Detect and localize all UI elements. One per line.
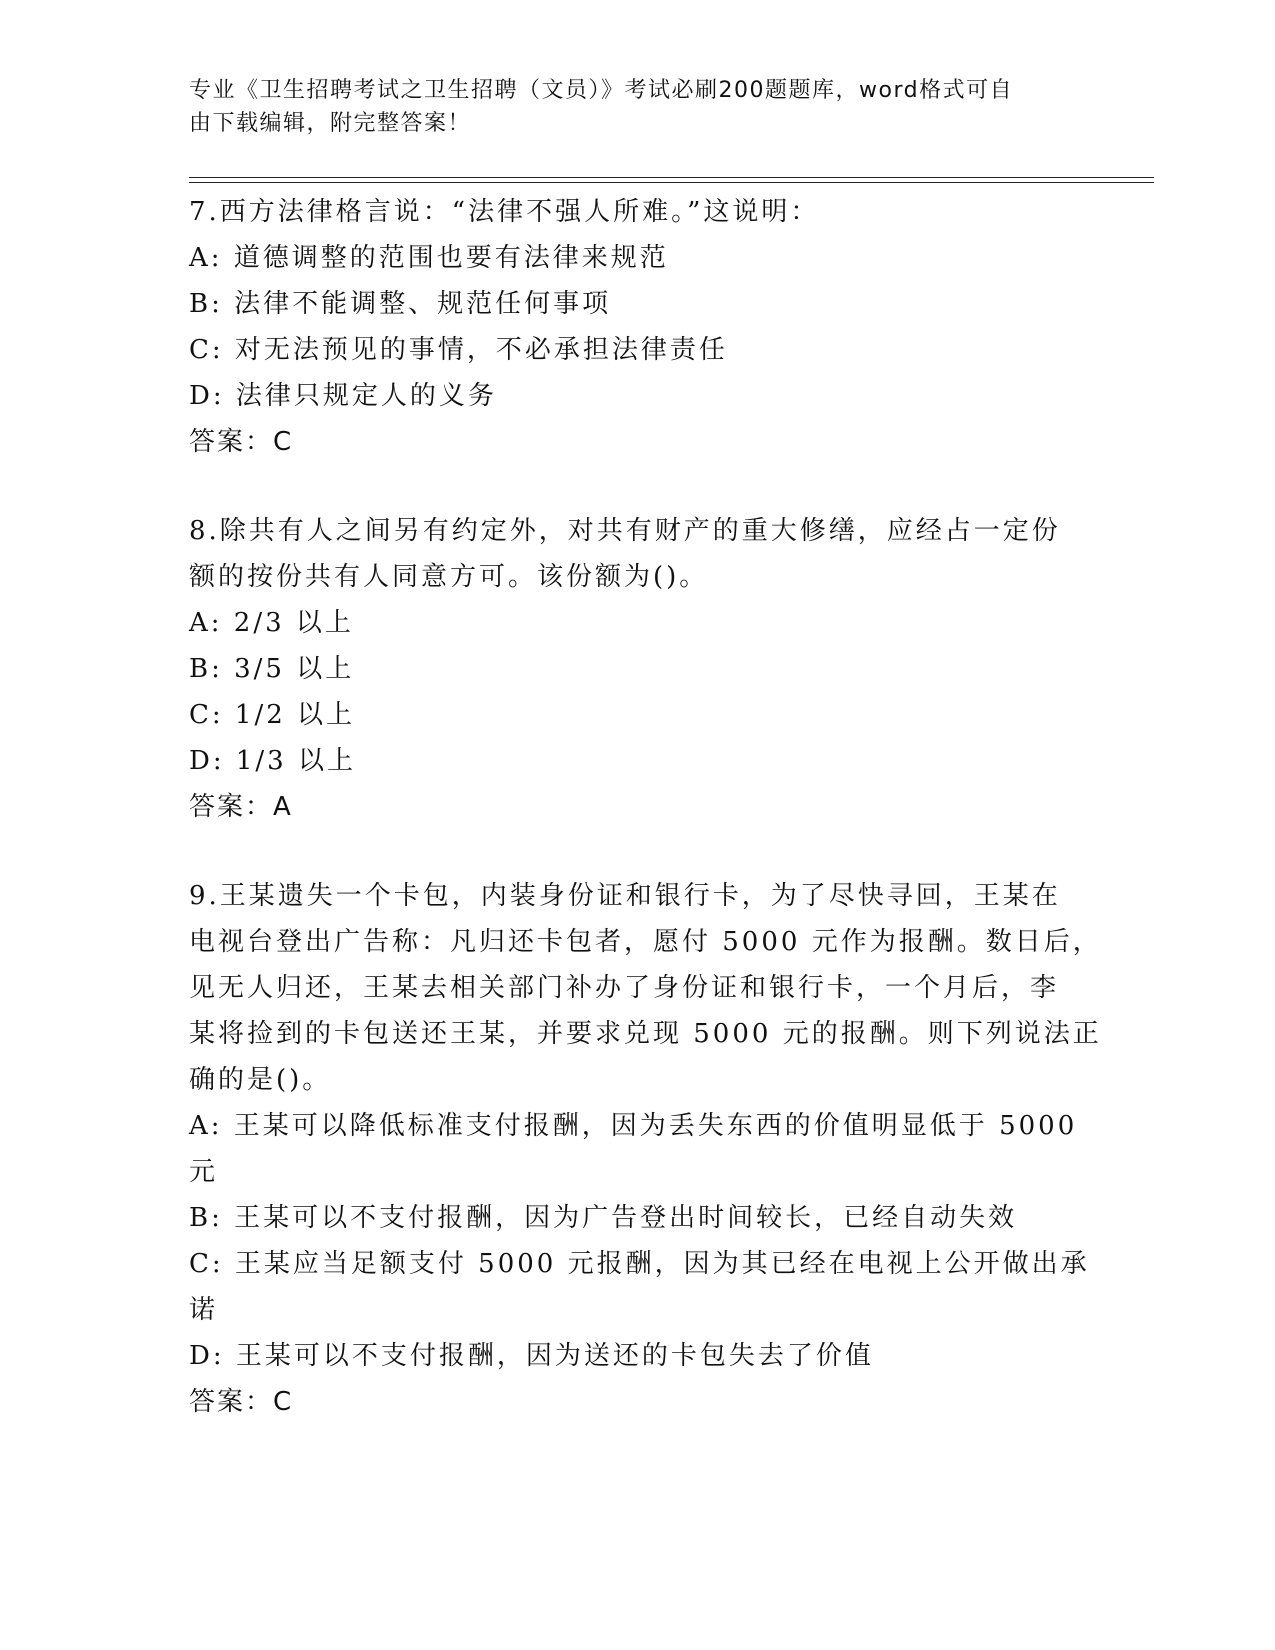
stem-line: 电视台登出广告称：凡归还卡包者，愿付 5000 元作为报酬。数日后， — [189, 927, 1102, 957]
option-a — [189, 1103, 1089, 1195]
stem-line: 某将捡到的卡包送还王某，并要求兑现 5000 元的报酬。则下列说法正 — [189, 1019, 1102, 1049]
option-b: B: 法律不能调整、规范任何事项 — [189, 289, 612, 319]
header-line-2: 由下载编辑，附完整答案！ — [189, 111, 472, 136]
header-divider-bottom — [189, 182, 1154, 183]
option-c — [189, 1241, 1089, 1333]
header-divider-top — [189, 177, 1154, 178]
option-b: B: 王某可以不支付报酬，因为广告登出时间较长，已经自动失效 — [189, 1203, 1018, 1233]
question-stem — [189, 189, 1089, 235]
option-d: D: 王某可以不支付报酬，因为送还的卡包失去了价值 — [189, 1341, 874, 1371]
question-7 — [189, 189, 1089, 465]
option-line: A: 王某可以降低标准支付报酬，因为丢失东西的价值明显低于 5000 — [189, 1111, 1078, 1141]
option-a: A: 2/3 以上 — [189, 608, 354, 638]
stem-line: 确的是()。 — [189, 1065, 332, 1095]
stem-line: 8.除共有人之间另有约定外，对共有财产的重大修缮，应经占一定份 — [189, 516, 1061, 546]
question-8 — [189, 508, 1089, 830]
stem-line: 额的按份共有人同意方可。该份额为()。 — [189, 562, 709, 592]
answer: 答案：C — [189, 1387, 294, 1417]
stem-line: 7.西方法律格言说：“法律不强人所难。”这说明： — [189, 197, 820, 227]
option-a: A: 道德调整的范围也要有法律来规范 — [189, 243, 669, 273]
option-b: B: 3/5 以上 — [189, 654, 355, 684]
stem-line: 见无人归还，王某去相关部门补办了身份证和银行卡，一个月后，李 — [189, 973, 1060, 1003]
option-d: D: 1/3 以上 — [189, 746, 356, 776]
header-line-1: 专业《卫生招聘考试之卫生招聘（文员）》考试必刷200题题库，word格式可自 — [189, 78, 1014, 103]
option-line: C: 王某应当足额支付 5000 元报酬，因为其已经在电视上公开做出承 — [189, 1249, 1090, 1279]
question-stem — [189, 508, 1089, 600]
question-stem — [189, 873, 1102, 1103]
answer: 答案：C — [189, 427, 294, 457]
option-line: 诺 — [189, 1295, 219, 1325]
answer: 答案：A — [189, 792, 293, 822]
option-c: C: 对无法预见的事情，不必承担法律责任 — [189, 335, 728, 365]
document-header — [189, 74, 1069, 140]
stem-line: 9.王某遗失一个卡包，内装身份证和银行卡，为了尽快寻回，王某在 — [189, 881, 1061, 911]
option-line: 元 — [189, 1157, 219, 1187]
option-d: D: 法律只规定人的义务 — [189, 381, 497, 411]
option-c: C: 1/2 以上 — [189, 700, 356, 730]
question-9 — [189, 873, 1102, 1425]
